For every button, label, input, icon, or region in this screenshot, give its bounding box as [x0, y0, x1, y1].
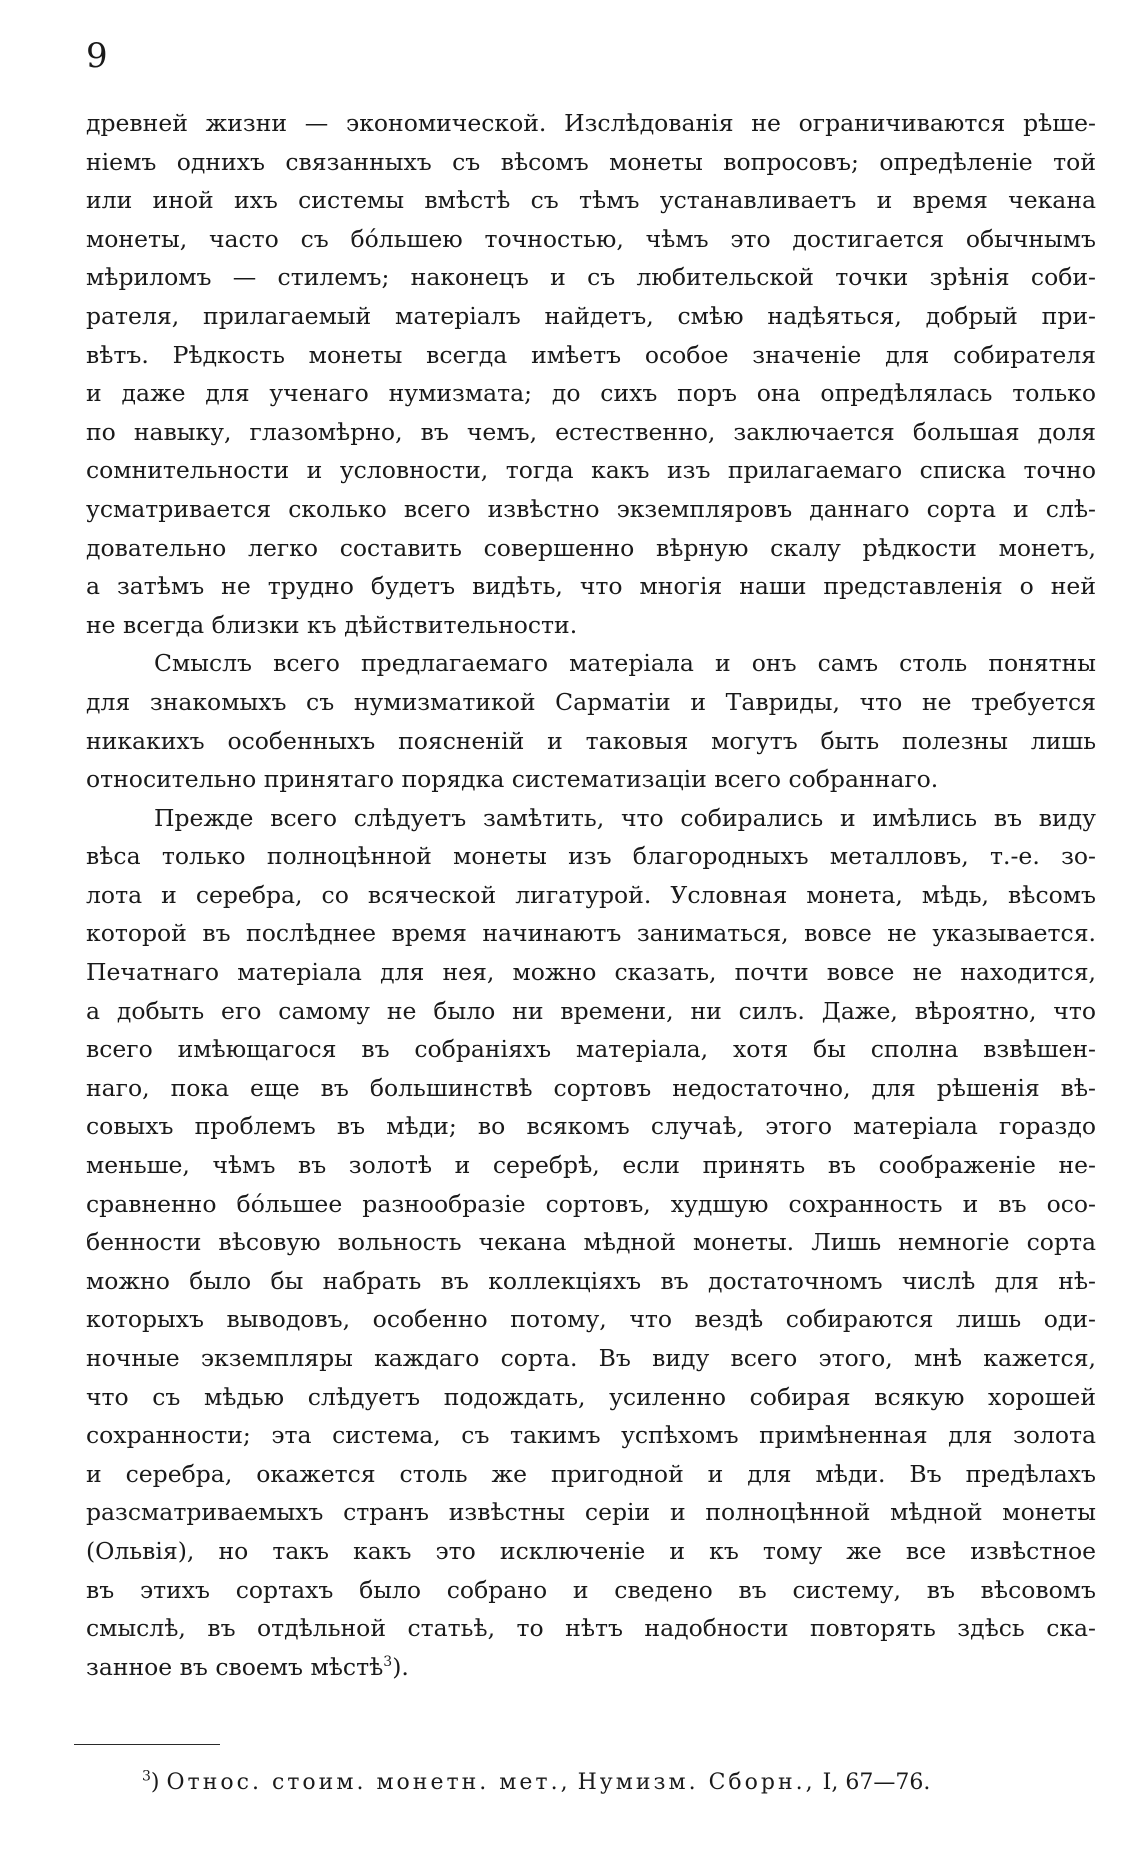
footnote-mark-paren: )	[150, 1770, 160, 1795]
text-line: что съ мѣдью слѣдуетъ подождать, усиленно собирая всякую хорошей	[86, 1382, 1096, 1411]
text-line: меньше, чѣмъ въ золотѣ и серебрѣ, если принять въ соображеніе не-	[86, 1151, 1096, 1180]
text-line: бенности вѣсовую вольность чекана мѣдной монеты. Лишь немногіе сорта	[86, 1228, 1096, 1257]
text-line: по навыку, глазомѣрно, въ чемъ, естественно, заключается большая доля	[86, 417, 1096, 446]
text-line: монеты, часто съ бóльшею точностью, чѣмъ это достигается обычнымъ	[86, 224, 1096, 253]
footnote-reference[interactable]: 3	[383, 1653, 393, 1670]
text-line: въ этихъ сортахъ было собрано и сведено въ систему, въ вѣсовомъ	[86, 1575, 1096, 1604]
footnote-divider	[74, 1744, 220, 1745]
footnote	[142, 1768, 930, 1798]
page-number: 9	[86, 36, 108, 76]
text-line: сохранности; эта система, съ такимъ успѣхомъ примѣненная для золота	[86, 1421, 1096, 1450]
text-line: (Ольвія), но такъ какъ это исключеніе и къ тому же все извѣстное	[86, 1536, 1096, 1565]
text-line: сомнительности и условности, тогда какъ изъ прилагаемаго списка точно	[86, 456, 1096, 485]
footnote-ref: I, 67—76.	[822, 1770, 931, 1795]
text-fragment: ).	[392, 1652, 409, 1681]
text-line: древней жизни — экономической. Изслѣдованія не ограничиваются рѣше-	[86, 109, 1096, 137]
text-line-with-reference	[86, 1648, 1096, 1687]
text-line: всего имѣющагося въ собраніяхъ матеріала, хотя бы сполна взвѣшен-	[86, 1035, 1096, 1064]
text-line: ніемъ однихъ связанныхъ съ вѣсомъ монеты вопросовъ; опредѣленіе той	[86, 147, 1096, 176]
main-text	[86, 104, 1096, 1686]
text-line: мѣриломъ — стилемъ; наконецъ и съ любительской точки зрѣнія соби-	[86, 263, 1096, 292]
text-line: наго, пока еще въ большинствѣ сортовъ недостаточно, для рѣшенія вѣ-	[86, 1073, 1096, 1102]
text-line: которыхъ выводовъ, особенно потому, что вездѣ собираются лишь оди-	[86, 1305, 1096, 1334]
footnote-journal: Нумизм. Сборн.,	[577, 1770, 816, 1795]
text-line: сравненно бóльшее разнообразіе сортовъ, худшую сохранность и въ осо-	[86, 1189, 1096, 1218]
text-line: Смыслъ всего предлагаемаго матеріала и онъ самъ столь понятны	[154, 649, 1096, 678]
text-line: не всегда близки къ дѣйствительности.	[86, 610, 578, 639]
text-line: никакихъ особенныхъ поясненій и таковыя могутъ быть полезны лишь	[86, 726, 1096, 755]
text-line: рателя, прилагаемый матеріалъ найдетъ, смѣю надѣяться, добрый при-	[86, 301, 1096, 330]
paragraph-3	[86, 799, 1096, 1687]
text-line: и даже для ученаго нумизмата; до сихъ поръ она опредѣлялась только	[86, 379, 1096, 408]
text-line: можно было бы набрать въ коллекціяхъ въ достаточномъ числѣ для нѣ-	[86, 1266, 1096, 1295]
text-line: и серебра, окажется столь же пригодной и для мѣди. Въ предѣлахъ	[86, 1459, 1096, 1488]
paragraph-2	[86, 644, 1096, 798]
text-line: относительно принятаго порядка систематизаціи всего собраннаго.	[86, 765, 939, 794]
text-line: или иной ихъ системы вмѣстѣ съ тѣмъ устанавливаетъ и время чекана	[86, 186, 1096, 215]
text-line: для знакомыхъ съ нумизматикой Сарматіи и Тавриды, что не требуется	[86, 687, 1096, 716]
text-line: а затѣмъ не трудно будетъ видѣть, что многія наши представленія о ней	[86, 572, 1096, 601]
text-line: Печатнаго матеріала для нея, можно сказать, почти вовсе не находится,	[86, 958, 1096, 987]
text-line: лота и серебра, со всяческой лигатурой. Условная монета, мѣдь, вѣсомъ	[86, 880, 1096, 909]
paragraph-1	[86, 104, 1096, 644]
text-line: которой въ послѣднее время начинаютъ заниматься, вовсе не указывается.	[86, 919, 1096, 948]
footnote-title: Относ. стоим. монетн. мет.,	[166, 1770, 571, 1795]
text-line: Прежде всего слѣдуетъ замѣтить, что собирались и имѣлись въ виду	[154, 803, 1096, 832]
text-line: вѣса только полноцѣнной монеты изъ благородныхъ металловъ, т.-е. зо-	[86, 842, 1096, 871]
text-fragment: занное въ своемъ мѣстѣ	[86, 1652, 384, 1681]
text-line: довательно легко составить совершенно вѣрную скалу рѣдкости монетъ,	[86, 533, 1096, 562]
text-line: совыхъ проблемъ въ мѣди; во всякомъ случаѣ, этого матеріала гораздо	[86, 1112, 1096, 1141]
text-line: ночные экземпляры каждаго сорта. Въ виду всего этого, мнѣ кажется,	[86, 1344, 1096, 1372]
text-line: вѣтъ. Рѣдкость монеты всегда имѣетъ особое значеніе для собирателя	[86, 340, 1096, 369]
text-line: разсматриваемыхъ странъ извѣстны серіи и полноцѣнной мѣдной монеты	[86, 1498, 1096, 1527]
text-line: смыслѣ, въ отдѣльной статьѣ, то нѣтъ надобности повторять здѣсь ска-	[86, 1614, 1096, 1643]
text-line: усматривается сколько всего извѣстно экземпляровъ даннаго сорта и слѣ-	[86, 494, 1096, 523]
footnote-mark: 3	[142, 1768, 151, 1785]
text-line: а добыть его самому не было ни времени, ни силъ. Даже, вѣроятно, что	[86, 996, 1096, 1025]
